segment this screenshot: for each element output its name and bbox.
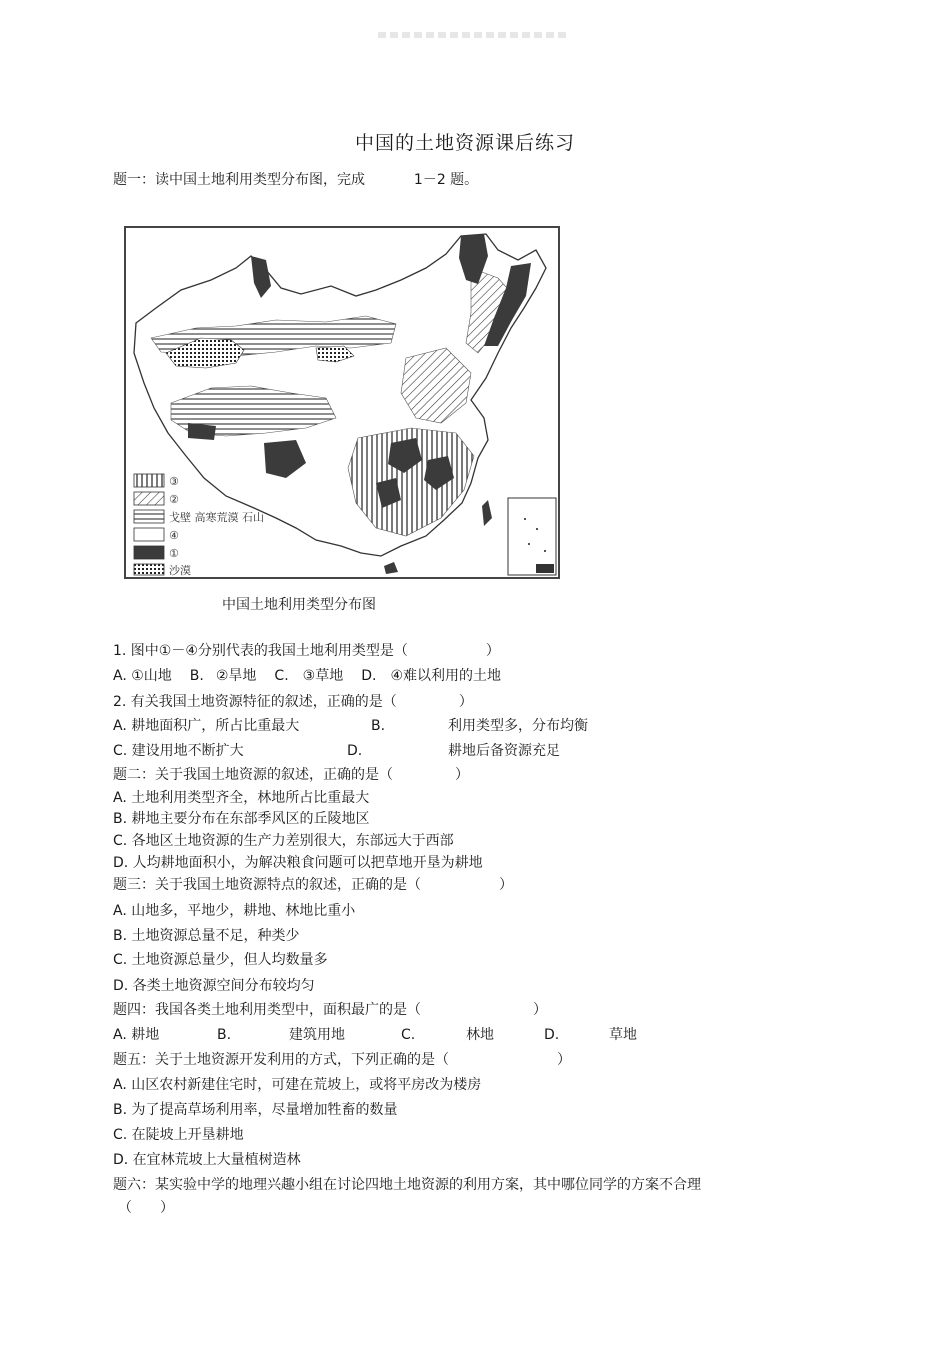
map-drawing xyxy=(126,228,558,577)
q1-option-d-letter: D. xyxy=(361,668,377,684)
legend-label-3: ③ xyxy=(169,475,179,488)
q-4-option-b-letter: B. xyxy=(217,1027,232,1043)
q1-stem: 1. 图中①－④分别代表的我国土地利用类型是（ xyxy=(113,643,408,659)
legend-swatch-4 xyxy=(134,528,164,541)
q1-intro xyxy=(113,170,478,190)
q2-option-d-letter: D. xyxy=(347,743,363,759)
legend-label-1: ① xyxy=(169,547,179,560)
q-4-stem-line xyxy=(113,1000,547,1020)
legend-swatch-desert xyxy=(134,564,164,575)
q-2-option-b: B. 耕地主要分布在东部季风区的丘陵地区 xyxy=(113,811,370,827)
legend-swatch-gobi xyxy=(134,510,164,523)
q-3-stem: 题三：关于我国土地资源特点的叙述，正确的是（ xyxy=(113,877,421,893)
q-4-option-d-letter: D. xyxy=(544,1027,560,1043)
q2-option-b: 利用类型多，分布均衡 xyxy=(448,718,588,734)
q-3-option-c: C. 土地资源总量少，但人均数量多 xyxy=(113,952,328,968)
q1-intro-prefix: 题一：读中国土地利用类型分布图，完成 xyxy=(113,172,365,188)
inset-scale xyxy=(536,564,554,573)
legend-label-2: ② xyxy=(169,493,179,506)
q-2-option-d: D. 人均耕地面积小，为解决粮食问题可以把草地开垦为耕地 xyxy=(113,855,483,871)
header-smudge xyxy=(378,32,568,38)
china-land-use-map xyxy=(124,226,560,579)
legend-swatch-2 xyxy=(134,492,164,505)
map-caption: 中国土地利用类型分布图 xyxy=(222,597,376,613)
legend-label-gobi: 戈壁 高寒荒漠 石山 xyxy=(169,511,264,524)
q-4-close: ） xyxy=(533,1002,547,1018)
q1-option-c-letter: C. xyxy=(274,668,289,684)
q2-option-a: A. 耕地面积广，所占比重最大 xyxy=(113,718,300,734)
q-4-stem: 题四：我国各类土地利用类型中，面积最广的是（ xyxy=(113,1002,421,1018)
q-5-option-d: D. 在宜林荒坡上大量植树造林 xyxy=(113,1152,301,1168)
q1-option-c: ③草地 xyxy=(302,668,344,684)
q-4-option-a: A. 耕地 xyxy=(113,1027,160,1043)
q2-option-d: 耕地后备资源充足 xyxy=(448,743,560,759)
q-3-option-a: A. 山地多，平地少，耕地、林地比重小 xyxy=(113,903,356,919)
q-5-option-a: A. 山区农村新建住宅时，可建在荒坡上，或将平房改为楼房 xyxy=(113,1077,482,1093)
q-3-option-d: D. 各类土地资源空间分布较均匀 xyxy=(113,978,315,994)
q-4-option-d: 草地 xyxy=(609,1027,637,1043)
q-3-stem-line xyxy=(113,875,513,895)
q-2-close: ） xyxy=(455,767,469,783)
q1-stem-line xyxy=(113,641,500,661)
legend-swatch-3 xyxy=(134,474,164,487)
q-2-option-a: A. 土地利用类型齐全，林地所占比重最大 xyxy=(113,790,370,806)
south-sea-inset xyxy=(508,498,556,575)
legend-label-desert: 沙漠 xyxy=(169,564,191,577)
q-4-option-c: 林地 xyxy=(466,1027,494,1043)
q-4-options xyxy=(113,1025,637,1045)
q-6-paren: （ ） xyxy=(118,1200,174,1216)
q-2-option-c: C. 各地区土地资源的生产力差别很大，东部远大于西部 xyxy=(113,833,454,849)
q2-close: ） xyxy=(458,694,473,710)
page-title: 中国的土地资源课后练习 xyxy=(354,132,575,154)
q-3-option-b: B. 土地资源总量不足，种类少 xyxy=(113,928,300,944)
q-5-close: ） xyxy=(557,1052,571,1068)
q1-options xyxy=(113,666,501,686)
q2-stem-line xyxy=(113,692,473,712)
q1-option-b-letter: B. xyxy=(189,668,204,684)
q-4-option-c-letter: C. xyxy=(401,1027,416,1043)
q1-option-a: A. ①山地 xyxy=(113,668,172,684)
q2-option-b-letter: B. xyxy=(371,718,386,734)
q-2-stem-line xyxy=(113,765,469,785)
q-2-stem: 题二：关于我国土地资源的叙述，正确的是（ xyxy=(113,767,393,783)
hainan xyxy=(384,562,398,574)
q-6-stem: 题六：某实验中学的地理兴趣小组在讨论四地土地资源的利用方案，其中哪位同学的方案不合理 xyxy=(113,1177,701,1193)
legend-label-4: ④ xyxy=(169,529,179,542)
q2-options-ab xyxy=(113,716,588,736)
q2-stem: 2. 有关我国土地资源特征的叙述，正确的是（ xyxy=(113,694,397,710)
q-4-option-b: 建筑用地 xyxy=(289,1027,345,1043)
q-3-close: ） xyxy=(499,877,513,893)
q-5-stem: 题五：关于土地资源开发利用的方式，下列正确的是（ xyxy=(113,1052,449,1068)
q1-close: ） xyxy=(485,643,500,659)
q-5-stem-line xyxy=(113,1050,571,1070)
q-5-option-b: B. 为了提高草场利用率，尽量增加牲畜的数量 xyxy=(113,1102,398,1118)
q1-intro-range: 1－2 题。 xyxy=(413,172,479,188)
q1-option-b: ②旱地 xyxy=(215,668,257,684)
q1-option-d: ④难以利用的土地 xyxy=(390,668,502,684)
q-5-option-c: C. 在陡坡上开垦耕地 xyxy=(113,1127,244,1143)
q2-options-cd xyxy=(113,741,560,761)
taiwan xyxy=(482,500,492,526)
q2-option-c: C. 建设用地不断扩大 xyxy=(113,743,244,759)
legend-swatch-1 xyxy=(134,546,164,559)
